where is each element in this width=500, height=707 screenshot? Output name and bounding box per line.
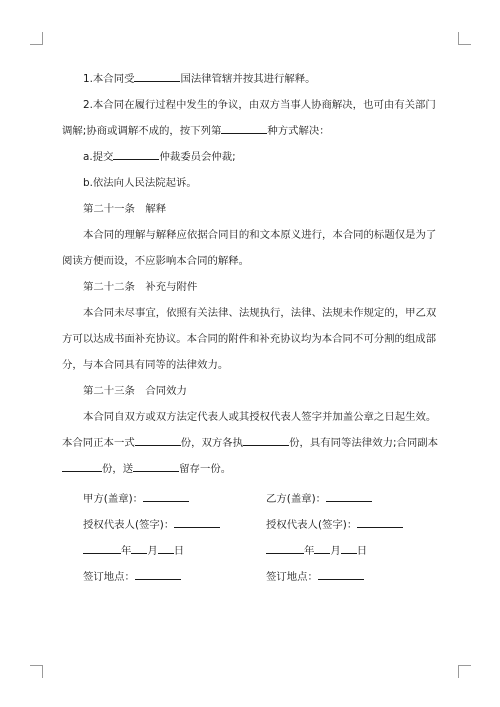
document-body	[62, 66, 440, 590]
clause-b: b.依法向人民法院起诉。	[83, 177, 197, 189]
clause-1	[62, 66, 440, 92]
article-23-text-2: 份，双方各执	[180, 437, 244, 449]
article-23-heading: 第二十三条 合同效力	[83, 385, 187, 397]
signature-row-representative	[62, 512, 440, 538]
clause-1-text-end: 国法律管辖并按其进行解释。	[180, 73, 316, 85]
blank-signing-place-a[interactable]	[135, 567, 181, 580]
clause-a	[62, 144, 440, 170]
blank-date-b-year[interactable]	[266, 541, 304, 554]
article-21-body: 本合同的理解与解释应依据合同目的和文本原义进行，本合同的标题仅是为了阅读方便而设，不应影响本合同的解释。	[62, 229, 437, 267]
clause-2-text-end: 种方式解决：	[267, 125, 330, 137]
blank-duplicate-copies-a[interactable]	[62, 459, 82, 472]
blank-date-b-day[interactable]	[341, 541, 357, 554]
blank-governing-country[interactable]	[134, 69, 180, 82]
blank-copies-each[interactable]	[243, 433, 289, 446]
article-23-body	[62, 404, 440, 482]
blank-party-b-seal[interactable]	[326, 489, 372, 502]
crop-mark-bottom-right	[458, 665, 471, 678]
crop-mark-bottom-left	[30, 665, 43, 678]
article-23-text-3: 份，具有同等法律效力;合同副本	[289, 437, 439, 449]
date-b: 年 月 日	[266, 538, 367, 564]
article-21-heading: 第二十一条 解释	[83, 203, 167, 215]
blank-rep-b-signature[interactable]	[357, 515, 403, 528]
article-22-body: 本合同未尽事宜，依照有关法律、法规执行，法律、法规未作规定的，甲乙双方可以达成书面补充协议。本合同的附件和补充协议均为本合同不可分割的组成部分，与本合同具有同等的法律效力。	[62, 307, 437, 371]
article-23-text-4: 份，送	[102, 463, 134, 475]
clause-1-text-start: 1.本合同受	[83, 73, 135, 85]
signing-place-b: 签订地点：	[266, 564, 364, 590]
party-b-seal: 乙方(盖章)：	[266, 486, 372, 512]
crop-mark-top-left	[30, 32, 43, 45]
party-a-seal: 甲方(盖章)：	[83, 486, 189, 512]
blank-arbitration-commission[interactable]	[113, 147, 159, 160]
blank-date-a-month[interactable]	[131, 541, 147, 554]
blank-date-a-day[interactable]	[158, 541, 174, 554]
blank-party-a-seal[interactable]	[143, 489, 189, 502]
clause-a-text-start: a.提交	[83, 151, 114, 163]
rep-a-signature: 授权代表人(签字)：	[83, 512, 220, 538]
signature-row-place	[62, 564, 440, 590]
blank-dispute-method[interactable]	[221, 121, 267, 134]
signature-row-party	[62, 486, 440, 512]
blank-date-b-month[interactable]	[314, 541, 330, 554]
blank-date-a-year[interactable]	[83, 541, 121, 554]
clause-2	[62, 92, 440, 144]
blank-signing-place-b[interactable]	[318, 567, 364, 580]
rep-b-signature: 授权代表人(签字)：	[266, 512, 403, 538]
blank-original-copies[interactable]	[135, 433, 181, 446]
article-23-text-5: 留存一份。	[179, 463, 232, 475]
signing-place-a: 签订地点：	[83, 564, 181, 590]
article-22-heading: 第二十二条 补充与附件	[83, 281, 198, 293]
blank-retain-party[interactable]	[133, 459, 179, 472]
crop-mark-top-right	[458, 32, 471, 45]
article-23-text-1: 本合同自双方或双方法定代表人或其授权代表人签字并加盖公章之日起生效。本合同正本一式	[62, 411, 437, 449]
clause-2-text-start: 2.本合同在履行过程中发生的争议，由双方当事人协商解决，也可由有关部门调解;协商或调解不成的，按下列第	[62, 99, 436, 137]
date-a: 年 月 日	[83, 538, 184, 564]
blank-rep-a-signature[interactable]	[174, 515, 220, 528]
blank-duplicate-copies-b[interactable]	[82, 459, 102, 472]
signature-row-date	[62, 538, 440, 564]
clause-a-text-end: 仲裁委员会仲裁;	[159, 151, 236, 163]
